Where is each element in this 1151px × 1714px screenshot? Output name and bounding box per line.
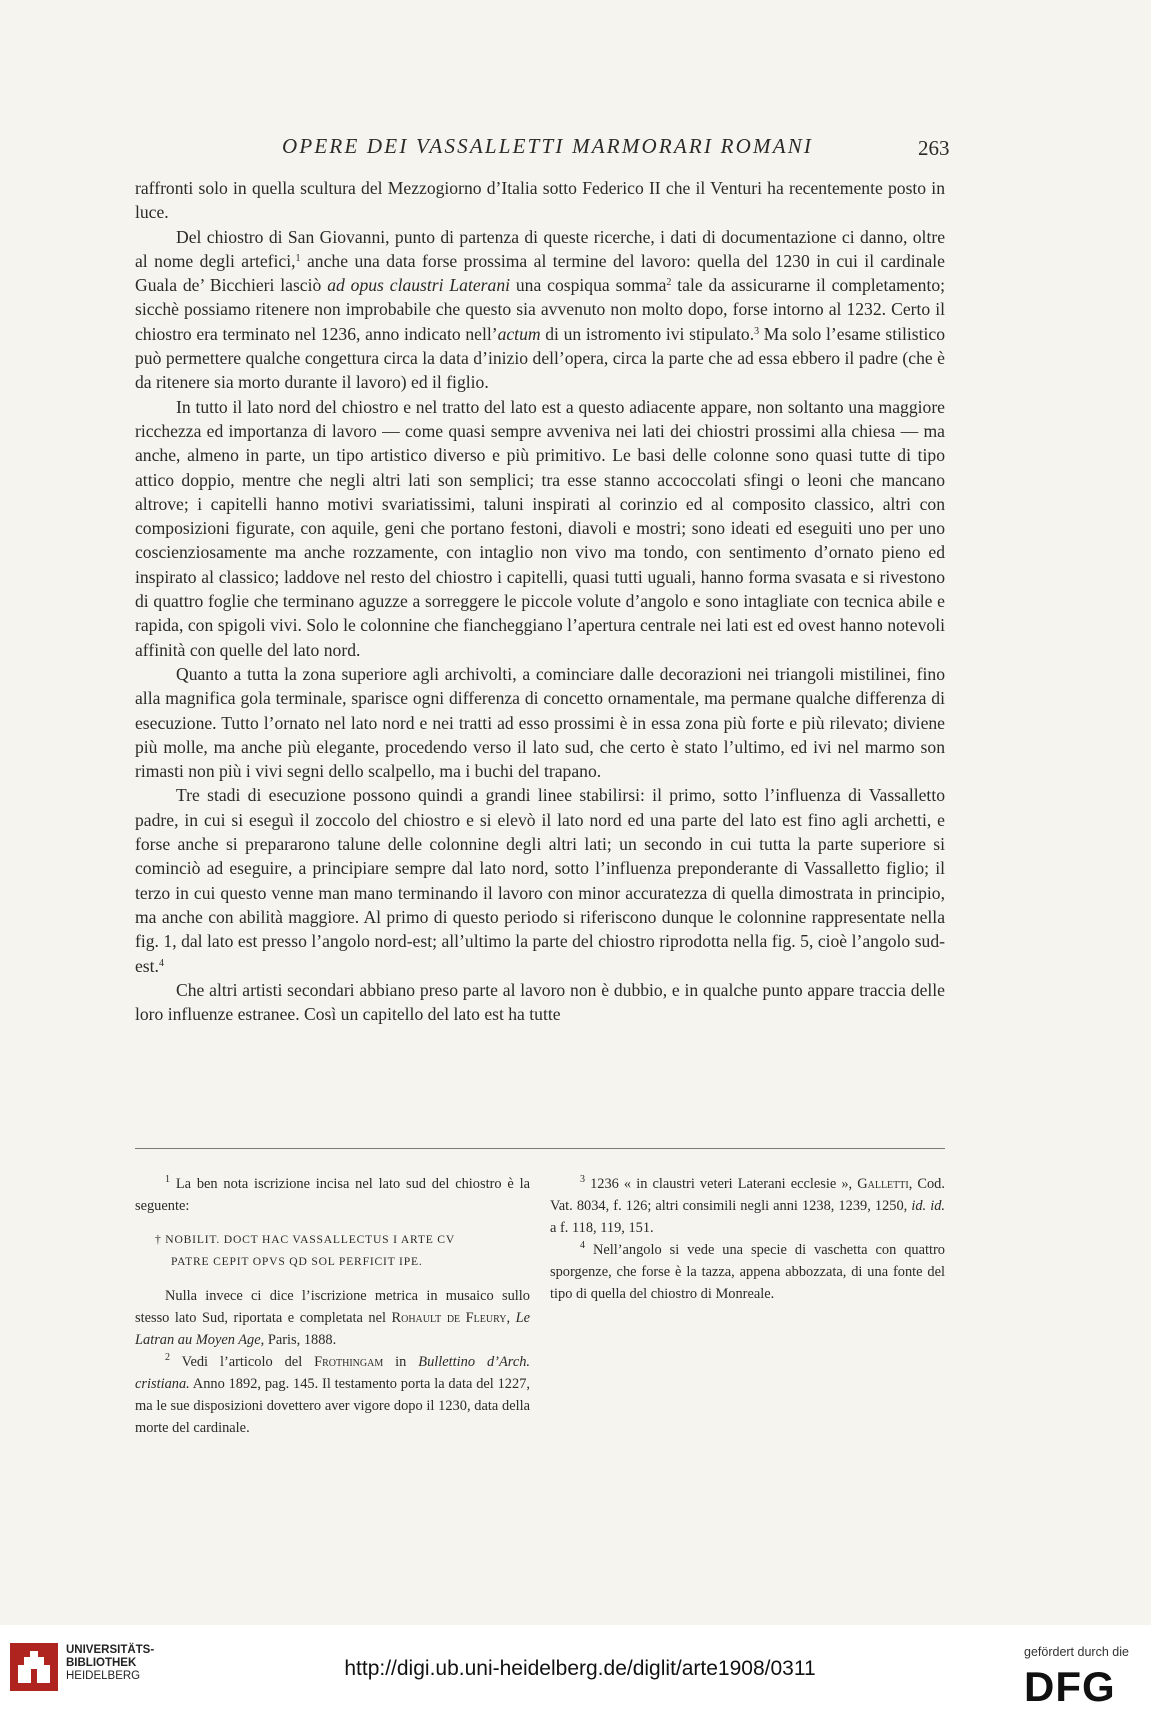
footnote-ref-4[interactable]: 4: [158, 957, 164, 969]
footnote-1: $^1$ La ben nota iscrizione incisa nel lato sud del chiostro è la seguente:: [135, 1174, 530, 1214]
running-head: [0, 134, 1151, 166]
inscription: [135, 1229, 530, 1273]
footnote-ref-2[interactable]: 2: [666, 277, 672, 289]
paragraph-2: Del chiostro di San Giovanni, punto di partenza di queste ricerche, i dati di documentazione ci danno, oltre al nome degli artefici,$^1$ anche una data forse prossima al termine del lavoro: quella del 1230 in cui il cardinale Guala de’ Bicchieri lasciò ad opus claustri Laterani una cospiqua somma$^2$ tale da assicurarne il completamento; sicchè possiamo ritenere non improbabile che questo sia avvenuto non molto dopo, forse intorno al 1232. Certo il chiostro era terminato nel 1236, anno indicato nell’actum di un istromento ivi stipulato.$^3$ Ma solo l’esame stilistico può permettere qualche congettura circa la data d’inizio dell’opera, circa la parte che ad essa ebbero il padre (che è da ritenere sia morto durante il lavoro) ed il figlio.: [135, 226, 946, 393]
digitization-footer: [0, 1625, 1151, 1714]
funding-caption: gefördert durch die: [1024, 1645, 1129, 1659]
footnote-ref-1[interactable]: 1: [295, 252, 301, 264]
page-number: 263: [918, 136, 950, 160]
inscription-line-1: † NOBILIT. DOCT HAC VASSALLECTUS I ARTE CV: [155, 1233, 456, 1246]
paragraph-1: raffronti solo in quella scultura del Mezzogiorno d’Italia sotto Federico II che il Venturi ha recentemente posto in luce.: [135, 178, 945, 223]
ub-heidelberg-logo-icon[interactable]: [10, 1643, 58, 1691]
footnotes-left-column: [135, 1173, 530, 1439]
footnote-divider: [135, 1148, 945, 1149]
paragraph-6: Che altri artisti secondari abbiano preso parte al lavoro non è dubbio, e in qualche punto appare traccia delle loro influenze estranee. Così un capitello del lato est ha tutte: [135, 979, 945, 1025]
footnotes: [135, 1173, 945, 1439]
permalink-url[interactable]: http://digi.ub.uni-heidelberg.de/diglit/arte1908/0311: [344, 1657, 816, 1680]
paragraph-5: Tre stadi di esecuzione possono quindi a grandi linee stabilirsi: il primo, sotto l’influenza di Vassalletto padre, in cui si eseguì il zoccolo del chiostro e si elevò il lato nord ed una parte del lato est fino agli archetti, e forse anche si prepararono talune delle colonnine degli altri lati; un secondo in cui tutta la parte superiore si cominciò ad eseguire, a principiare sempre dal lato nord, sotto l’influenza preponderante di Vassalletto figlio; il terzo in cui questo venne man mano terminando il lavoro con minor accuratezza di quella dimostrata in principio, ma anche con abilità maggiore. Al primo di questo periodo si riferiscono dunque le colonnine rappresentate nella fig. 1, dal lato est presso l’angolo nord-est; all’ultimo la parte del chiostro riprodotta nella fig. 5, cioè l’angolo sud-est.$^4$: [135, 785, 945, 976]
dfg-logo-text: DFG: [1024, 1665, 1116, 1705]
running-title: OPERE DEI VASSALLETTI MARMORARI ROMANI: [282, 134, 814, 158]
footnote-2: $^2$ Vedi l’articolo del Frothingam in Bullettino d’Arch. cristiana. Anno 1892, pag. 145. Il testamento porta la data del 1227, ma le sue disposizioni dovettero aver vigore dopo il 1230, data della morte del cardinale.: [135, 1352, 530, 1436]
footnotes-right-column: [550, 1173, 945, 1439]
dfg-logo-icon[interactable]: [1024, 1665, 1134, 1705]
footnote-3: $^3$ 1236 « in claustri veteri Laterani ecclesie », Galletti, Cod. Vat. 8034, f. 126; altri consimili negli anni 1238, 1239, 1250, id. id. a f. 118, 119, 151.: [550, 1174, 945, 1236]
footnote-ref-3[interactable]: 3: [754, 325, 760, 337]
footnote-1-continued: Nulla invece ci dice l’iscrizione metrica in musaico sullo stesso lato Sud, riportata e completata nel Rohault de Fleury, Le Latran au Moyen Age, Paris, 1888.: [135, 1288, 531, 1348]
paragraph-4: Quanto a tutta la zona superiore agli archivolti, a cominciare dalle decorazioni nei triangoli mistilinei, fino alla magnifica gola terminale, sparisce ogni differenza di concetto ornamentale, ma permane qualche differenza di esecuzione. Tutto l’ornato nel lato nord e nei tratti ad esso prossimi è in essa zona più forte e più rilevato; diviene più molle, ma anche più elegante, procedendo verso il lato sud, che certo è stato l’ultimo, ed ivi nel marmo son rimasti non più i vivi segni dello scalpello, ma i buchi del trapano.: [135, 663, 945, 782]
library-name[interactable]: UNIVERSITÄTS- BIBLIOTHEK HEIDELBERG: [66, 1644, 155, 1682]
body-text: [135, 176, 945, 1026]
footnote-4: $^4$ Nell’angolo si vede una specie di vaschetta con quattro sporgenze, che forse è la tazza, appena abbozzata, di una fonte del tipo di quella del chiostro di Monreale.: [550, 1240, 945, 1302]
inscription-line-2: PATRE CEPIT OPVS QD SOL PERFICIT IPE.: [171, 1255, 423, 1268]
paragraph-3: In tutto il lato nord del chiostro e nel tratto del lato est a questo adiacente appare, non soltanto una maggiore ricchezza ed importanza di lavoro — come quasi sempre avveniva nei lati dei chiostri prossimi alla chiesa — ma anche, almeno in parte, un tipo artistico diverso e più primitivo. Le basi delle colonne sono quasi tutte di tipo attico doppio, mentre che negli altri lati son semplici; tra esse stanno accoccolati sfingi o leoni che mancano altrove; i capitelli hanno motivi svariatissimi, taluni inspirati al corinzio ed al composito classico, altri con composizioni figurate, con aquile, geni che portano festoni, diavoli e mostri; sono ideati ed eseguiti uno per uno coscienziosamente ma anche rozzamente, con intaglio non vivo ma tondo, con sentimento d’ornato pieno ed inspirato al classico; laddove nel resto del chiostro i capitelli, quasi tutti uguali, hanno forma svasata e si rivestono di quattro foglie che terminano aguzze a sorreggere le piccole volute d’angolo e sono intagliate con tecnica abile e rapida, con spigoli vivi. Solo le colonnine che fiancheggiano l’apertura centrale nei lati est ed ovest hanno notevoli affinità con quelle del lato nord.: [135, 396, 945, 660]
